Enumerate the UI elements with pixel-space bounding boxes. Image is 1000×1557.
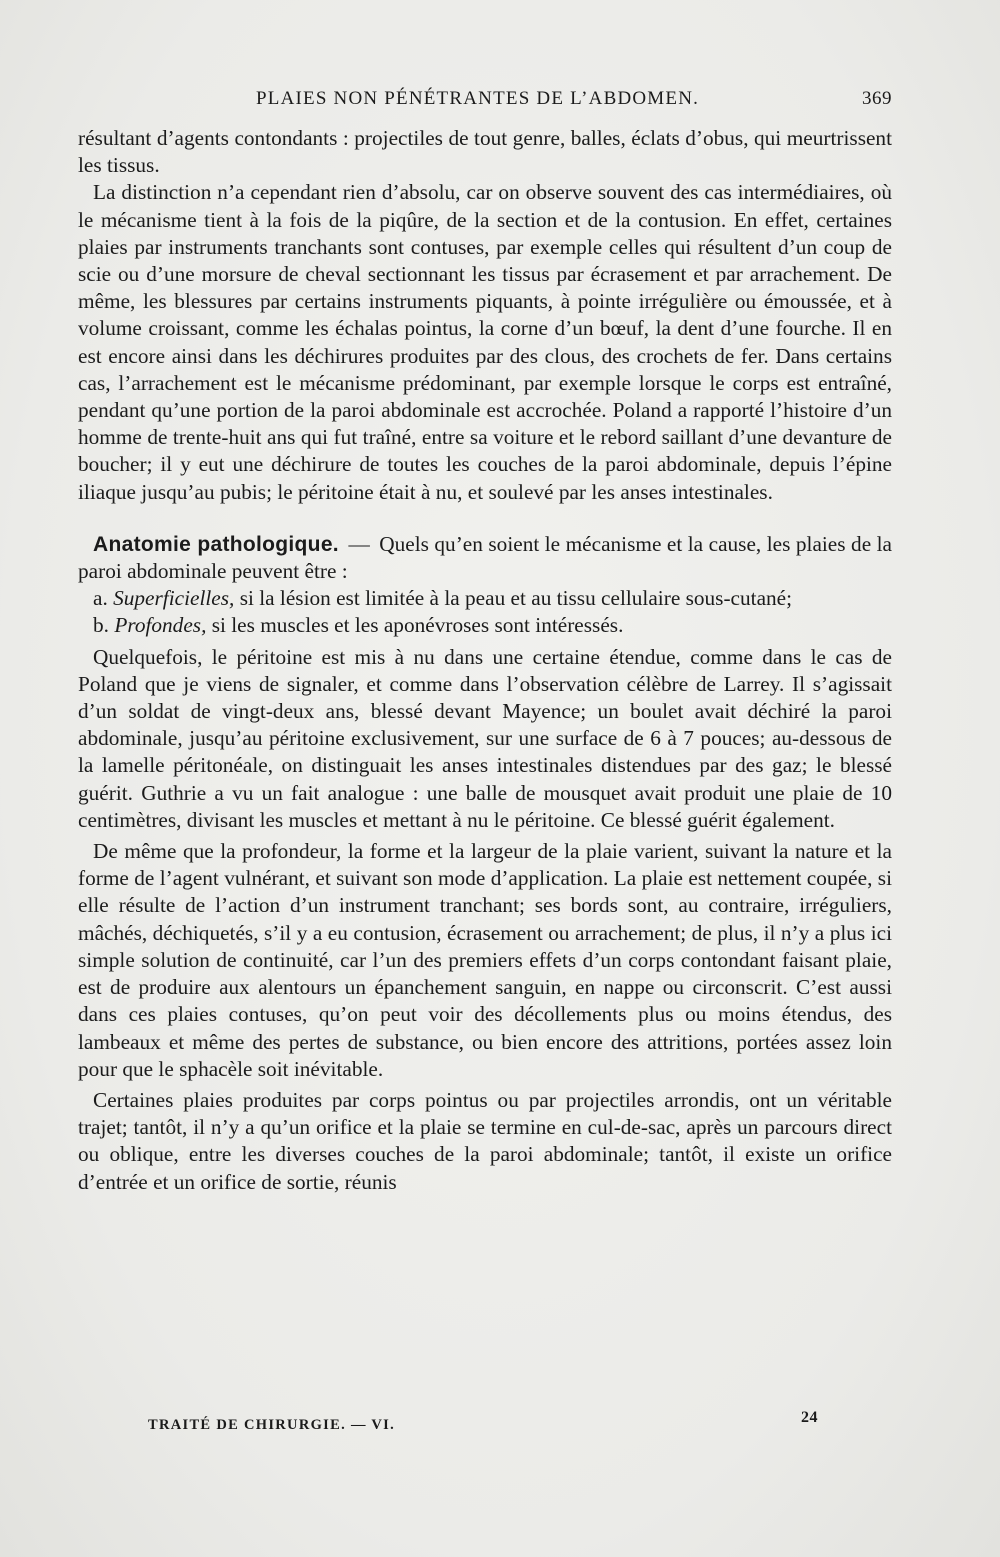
footer-book-title: TRAITÉ DE CHIRURGIE. — VI.: [148, 1417, 396, 1433]
list-text: si les muscles et les aponévroses sont intéressés.: [211, 613, 624, 638]
paragraph: Quelquefois, le péritoine est mis à nu dans une certaine étendue, comme dans le cas de Poland que je viens de signaler, et comme dans l’observation célèbre de Larrey. Il s’agissait d’un soldat de vingt-deux ans, blessé devant Mayence; un boulet avait déchiré la paroi abdominale, jusqu’au péritoine exclusivement, sur une surface de 6 à 7 pouces; au-dessous de la lamelle péritonéale, on distinguait les anses intestinales distendues par des gaz; le blessé guérit. Guthrie a vu un fait analogue : une balle de mousquet avait produit une plaie de 10 centimètres, divisant les muscles et mettant à nu le péritoine. Ce blessé guérit également.: [78, 644, 892, 832]
section-dash: —: [348, 531, 370, 556]
list-item: [78, 585, 892, 612]
page-footer: [148, 1409, 818, 1434]
list-term: Superficielles,: [113, 586, 235, 611]
paragraph: De même que la profondeur, la forme et la largeur de la plaie varient, suivant la nature et la forme de l’agent vulnérant, et suivant son mode d’application. La plaie est nettement coupée, si elle résulte de l’action d’un instrument tranchant; ses bords sont, au contraire, irréguliers, mâchés, déchiquetés, s’il y a eu contusion, écrasement ou arrachement; de plus, il n’y a plus ici simple solution de continuité, car l’un des premiers effets d’un corps contondant faisant plaie, est de produire aux alentours un épanchement sanguin, en nappe ou circonscrit. C’est aussi dans ces plaies contuses, qu’on peut voir des décollements plus ou moins étendus, des lambeaux et même des pertes de substance, ou bien encore des attritions, portées assez loin pour que le sphacèle soit inévitable.: [78, 839, 892, 1081]
list-text: si la lésion est limitée à la peau et au tissu cellulaire sous-cutané;: [239, 586, 793, 611]
paragraph: [78, 531, 892, 585]
list-marker: a.: [93, 586, 108, 611]
signature-mark: 24: [801, 1409, 818, 1426]
list-marker: b.: [93, 613, 109, 638]
section-intro: [78, 531, 892, 585]
list-term: Profondes,: [114, 613, 207, 638]
list-item: [78, 612, 892, 639]
paragraph: résultant d’agents contondants : projectiles de tout genre, balles, éclats d’obus, qui meurtrissent les tissus.: [78, 126, 892, 178]
running-title: PLAIES NON PÉNÉTRANTES DE L’ABDOMEN.: [256, 88, 700, 109]
paragraph: Certaines plaies produites par corps pointus ou par projectiles arrondis, ont un véritable trajet; tantôt, il n’y a qu’un orifice et la plaie se termine en cul-de-sac, après un parcours direct ou oblique, entre les diverses couches de la paroi abdominale; tantôt, il existe un orifice d’entrée et un orifice de sortie, réunis: [78, 1087, 892, 1194]
section-heading: Anatomie pathologique.: [93, 532, 339, 556]
page-number: 369: [862, 88, 892, 109]
body-text: [78, 125, 892, 1196]
paragraph: La distinction n’a cependant rien d’absolu, car on observe souvent des cas intermédiaires, où le mécanisme tient à la fois de la piqûre, de la section et de la contusion. En effet, certaines plaies par instruments tranchants sont contuses, par exemple celles qui résultent d’un coup de scie ou d’une morsure de cheval sectionnant les tissus par écrasement et par arrachement. De même, les blessures par certains instruments piquants, à pointe irrégulière ou émoussée, et à volume croissant, comme les échalas pointus, la corne d’un bœuf, la dent d’une fourche. Il en est encore ainsi dans les déchirures produites par des clous, des crochets de fer. Dans certains cas, l’arrachement est le mécanisme prédominant, par exemple lorsque le corps est entraîné, pendant qu’une portion de la paroi abdominale est accrochée. Poland a rapporté l’histoire d’un homme de trente-huit ans qui fut traîné, entre sa voiture et le rebord saillant d’une devanture de boucher; il y eut une déchirure de toutes les couches de la paroi abdominale, depuis l’épine iliaque jusqu’au pubis; le péritoine était à nu, et soulevé par les anses intestinales.: [78, 180, 892, 504]
section-intro-text: Quels qu’en soient le mécanisme et la cause, les plaies de la paroi abdominale peuvent être :: [78, 531, 893, 584]
